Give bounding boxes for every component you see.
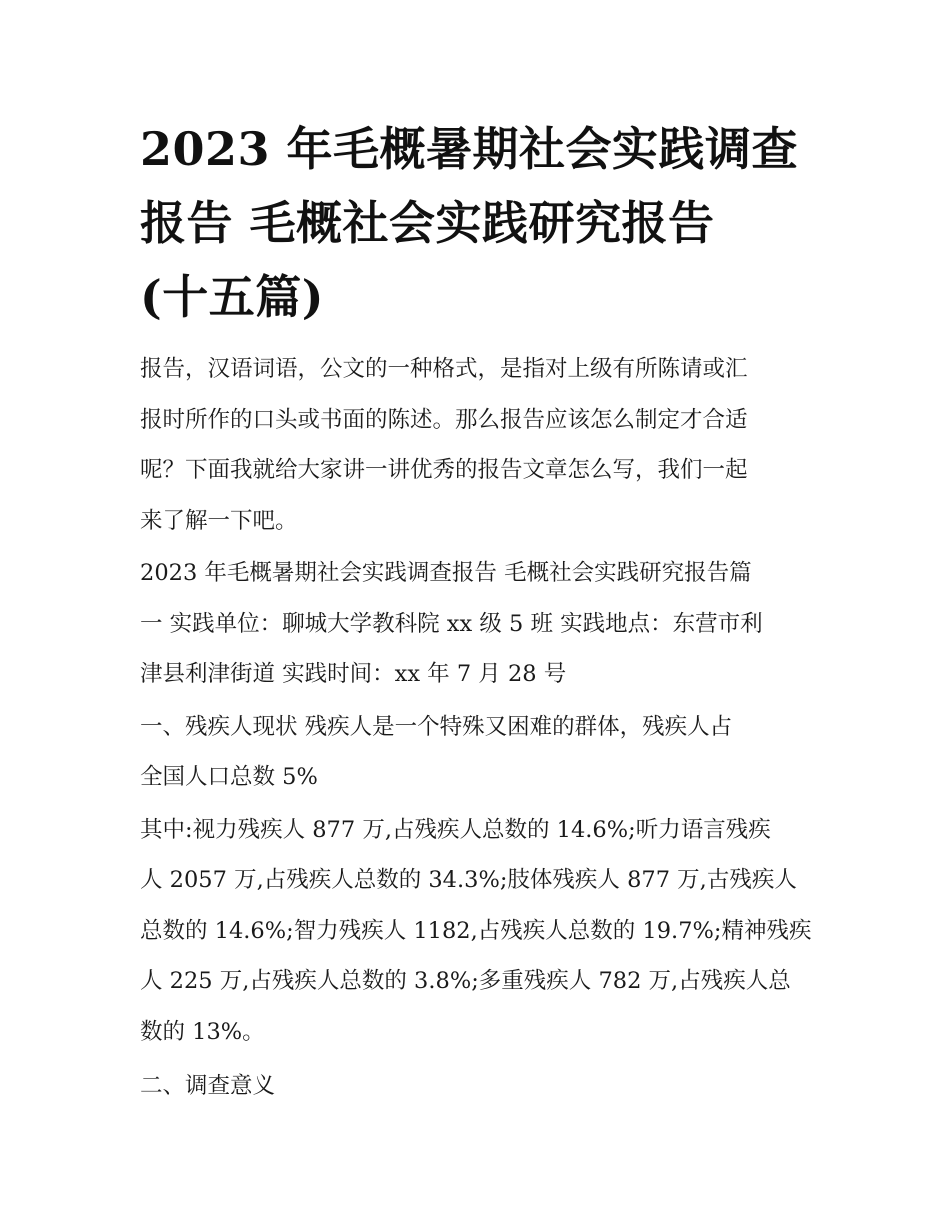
text-line: 来了解一下吧。 <box>140 507 298 534</box>
statistics-paragraph <box>140 805 816 1058</box>
text-line: 一、残疾人现状 残疾人是一个特殊又困难的群体，残疾人占 <box>140 713 733 740</box>
disability-status-paragraph <box>140 702 816 803</box>
text-line: 2023 年毛概暑期社会实践调查报告 毛概社会实践研究报告篇 <box>140 560 752 586</box>
text-line: 一 实践单位：聊城大学教科院 xx 级 5 班 实践地点：东营市利 <box>140 610 763 637</box>
practice-info-paragraph <box>140 548 816 700</box>
text-line: 呢？下面我就给大家讲一讲优秀的报告文章怎么写，我们一起 <box>140 457 748 483</box>
text-line: 其中:视力残疾人 877 万,占残疾人总数的 14.6%;听力语言残疾 <box>140 816 771 843</box>
text-line: 报告，汉语词语，公文的一种格式，是指对上级有所陈请或汇 <box>140 356 748 382</box>
intro-paragraph <box>140 344 816 546</box>
text-line: 人 225 万,占残疾人总数的 3.8%;多重残疾人 782 万,占残疾人总 <box>140 968 791 994</box>
document-page <box>140 112 816 1112</box>
text-line: 全国人口总数 5% <box>140 764 318 790</box>
text-line: 报时所作的口头或书面的陈述。那么报告应该怎么制定才合适 <box>140 406 748 433</box>
title-line: 报告 毛概社会实践研究报告 <box>140 196 715 250</box>
text-line: 津县利津街道 实践时间：xx 年 7 月 28 号 <box>140 661 567 687</box>
title-line: (十五篇) <box>140 270 325 324</box>
document-title <box>140 112 816 334</box>
text-line: 人 2057 万,占残疾人总数的 34.3%;肢体残疾人 877 万,古残疾人 <box>140 867 797 893</box>
title-line: 2023 年毛概暑期社会实践调查 <box>140 122 799 176</box>
section-heading <box>140 1061 816 1112</box>
text-line: 二、调查意义 <box>140 1073 276 1099</box>
text-line: 数的 13%。 <box>140 1018 265 1045</box>
text-line: 总数的 14.6%;智力残疾人 1182,占残疾人总数的 19.7%;精神残疾 <box>140 917 812 944</box>
